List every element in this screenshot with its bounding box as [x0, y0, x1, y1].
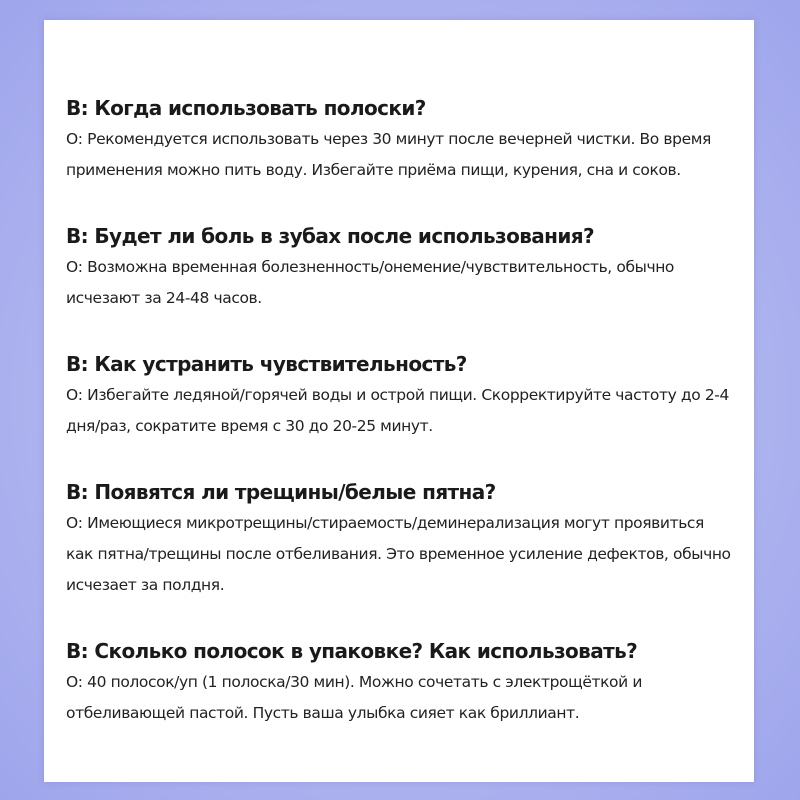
faq-question: В: Появятся ли трещины/белые пятна?	[66, 480, 496, 504]
faq-item-when-to-use	[66, 94, 754, 186]
faq-answer: О: Рекомендуется использовать через 30 минут после вечерней чистки. Во время применения можно пить воду. Избегайте приёма пищи, курения, сна и соков.	[66, 130, 711, 179]
faq-answer: О: Возможна временная болезненность/онемение/чувствительность, обычно исчезают за 24-48 часов.	[66, 258, 675, 307]
faq-answer: О: Имеющиеся микротрещины/стираемость/деминерализация могут проявиться как пятна/трещины после отбеливания. Это временное усиление дефектов, обычно исчезает за полдня.	[66, 514, 731, 594]
faq-question: В: Сколько полосок в упаковке? Как использовать?	[66, 639, 638, 663]
faq-item-tooth-pain	[66, 222, 754, 314]
faq-question: В: Как устранить чувствительность?	[66, 352, 467, 376]
faq-item-cracks-spots	[66, 478, 754, 601]
faq-card	[44, 20, 754, 782]
faq-answer: О: Избегайте ледяной/горячей воды и острой пищи. Скорректируйте частоту до 2-4 дня/раз, сократите время с 30 до 20-25 минут.	[66, 386, 729, 435]
faq-answer: О: 40 полосок/уп (1 полоска/30 мин). Можно сочетать с электрощёткой и отбеливающей пастой. Пусть ваша улыбка сияет как бриллиант.	[66, 673, 643, 722]
faq-item-package-count	[66, 637, 754, 729]
faq-question: В: Будет ли боль в зубах после использования?	[66, 224, 595, 248]
faq-item-sensitivity	[66, 350, 754, 442]
faq-question: В: Когда использовать полоски?	[66, 96, 426, 120]
